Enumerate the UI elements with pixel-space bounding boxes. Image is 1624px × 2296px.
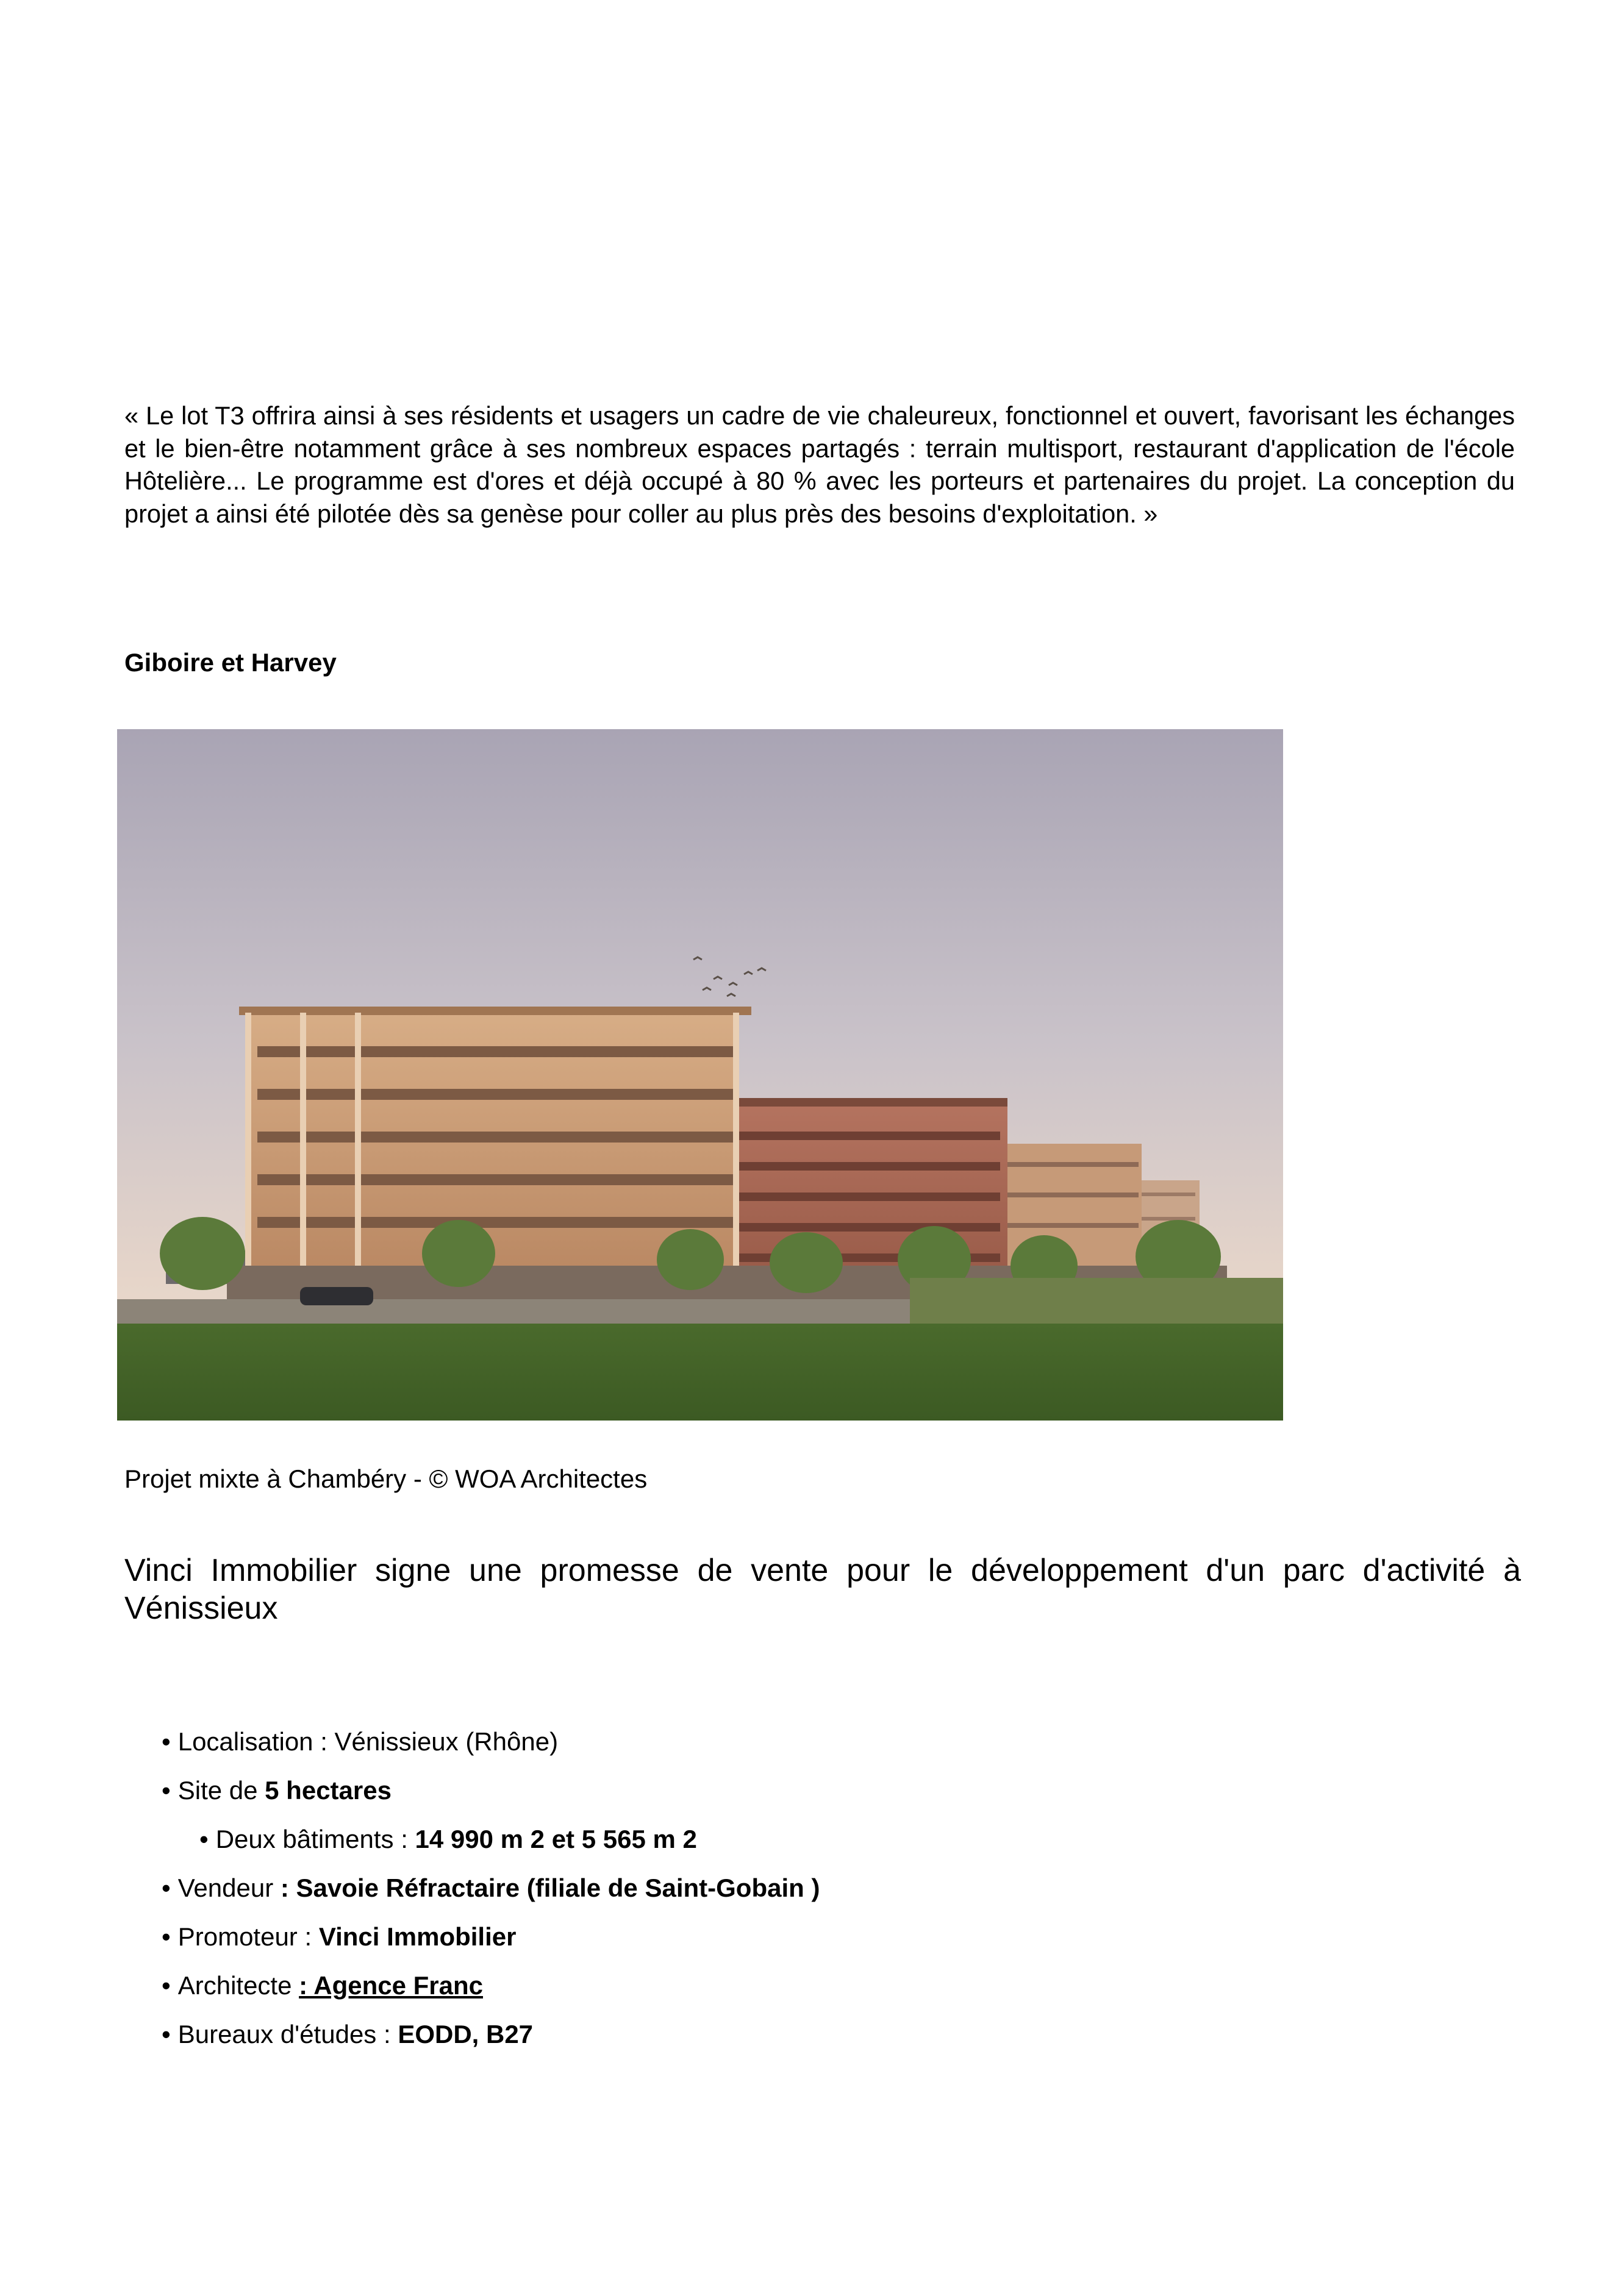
fact-label: Localisation :: [177, 1727, 335, 1756]
list-item-site: [162, 1774, 820, 1823]
bullet-icon: •: [162, 1971, 171, 2000]
fact-label: Site de: [177, 1776, 265, 1805]
section-heading: Giboire et Harvey: [124, 648, 337, 677]
fact-value: Vinci Immobilier: [318, 1922, 517, 1951]
facts-list: [162, 1725, 820, 2067]
article-headline: Vinci Immobilier signe une promesse de vente pour le développement d'un parc d'activité à Vénissieux: [124, 1553, 1521, 1626]
fact-label: Architecte: [177, 1971, 299, 2000]
bullet-icon: •: [162, 1922, 171, 1951]
list-item-engineering: [162, 2018, 820, 2067]
fact-label: Promoteur :: [177, 1922, 319, 1951]
bullet-icon: •: [162, 1874, 171, 1902]
fact-value: EODD, B27: [398, 2020, 534, 2048]
fact-label: Deux bâtiments :: [215, 1825, 415, 1853]
fact-label: Bureaux d'études :: [177, 2020, 398, 2048]
quote-paragraph: « Le lot T3 offrira ainsi à ses résidents et usagers un cadre de vie chaleureux, fonctionnel et ouvert, favorisant les échanges et le bien-être notamment grâce à ses nombreux espaces partagés : terrain multisport, restaurant d'application de l'école Hôtelière... Le programme est d'ores et déjà occupé à 80 % avec les porteurs et partenaires du projet. La conception du projet a ainsi été pilotée dès sa genèse pour coller au plus près des besoins d'exploitation. »: [124, 401, 1515, 528]
list-item-architect: [162, 1969, 820, 2018]
bullet-icon: •: [162, 1727, 171, 1756]
bullet-icon: •: [162, 2020, 171, 2048]
fact-value: Vénissieux (Rhône): [334, 1727, 559, 1756]
list-item-seller: [162, 1872, 820, 1920]
list-item-developer: [162, 1920, 820, 1969]
building-rendering-photo: [117, 729, 1283, 1421]
photo-caption: Projet mixte à Chambéry - © WOA Architectes: [124, 1464, 648, 1493]
bullet-icon: •: [199, 1825, 209, 1853]
list-item-buildings: [162, 1823, 820, 1872]
fact-value: 14 990 m 2 et 5 565 m 2: [415, 1825, 697, 1853]
fact-value: 5 hectares: [265, 1776, 392, 1805]
architect-link[interactable]: : Agence Franc: [299, 1971, 483, 2000]
bullet-icon: •: [162, 1776, 171, 1805]
fact-label: Vendeur: [177, 1874, 281, 1902]
fact-value: : Savoie Réfractaire (filiale de Saint-Gobain ): [280, 1874, 820, 1902]
list-item-location: [162, 1725, 820, 1774]
